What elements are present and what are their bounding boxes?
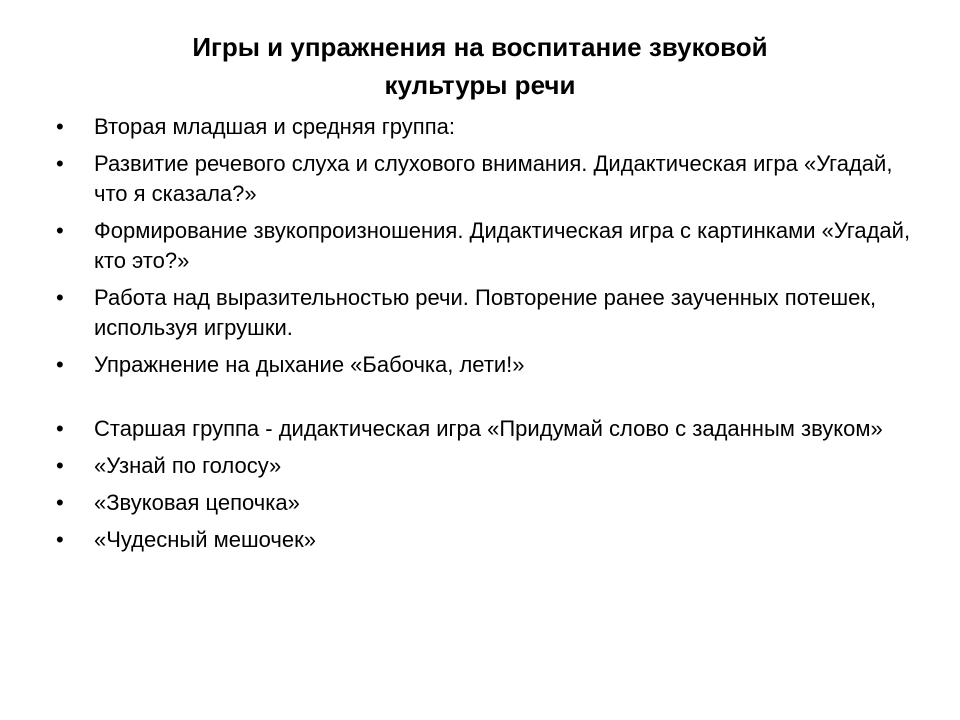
list-item-text: Упражнение на дыхание «Бабочка, лети!» [94,352,525,377]
bullet-icon: • [56,151,64,176]
list-item-text: Старшая группа - дидактическая игра «Придумай слово с заданным звуком» [94,416,883,441]
list-item-text: Формирование звукопроизношения. Дидактическая игра с картинками «Угадай, кто это?» [94,218,911,273]
bullet-icon: • [56,490,64,515]
list-item [56,149,916,209]
bullet-icon: • [56,352,64,377]
list-item-text: «Звуковая цепочка» [94,490,300,515]
list-item-text: Вторая младшая и средняя группа: [94,114,455,139]
bullet-icon: • [56,218,64,243]
bullet-icon: • [56,527,64,552]
list-item [56,525,916,555]
list-item-text: «Узнай по голосу» [94,453,282,478]
bullet-icon: • [56,453,64,478]
list-item-text: «Чудесный мешочек» [94,527,316,552]
slide-title-line-1: Игры и упражнения на воспитание звуковой [192,32,768,62]
list-item [56,112,916,142]
list-item [56,216,916,276]
slide-title-line-2: культуры речи [384,70,576,100]
list-item-text: Развитие речевого слуха и слухового внимания. Дидактическая игра «Угадай, что я сказала?» [94,151,893,206]
list-item [56,283,916,343]
list-item-text: Работа над выразительностью речи. Повторение ранее заученных потешек, используя игрушки. [94,285,877,340]
slide-title [60,28,900,104]
list-item [56,488,916,518]
bullet-list [56,112,916,562]
list-item [56,414,916,444]
bullet-icon: • [56,416,64,441]
list-item [56,451,916,481]
bullet-icon: • [56,114,64,139]
list-item [56,350,916,380]
bullet-icon: • [56,285,64,310]
